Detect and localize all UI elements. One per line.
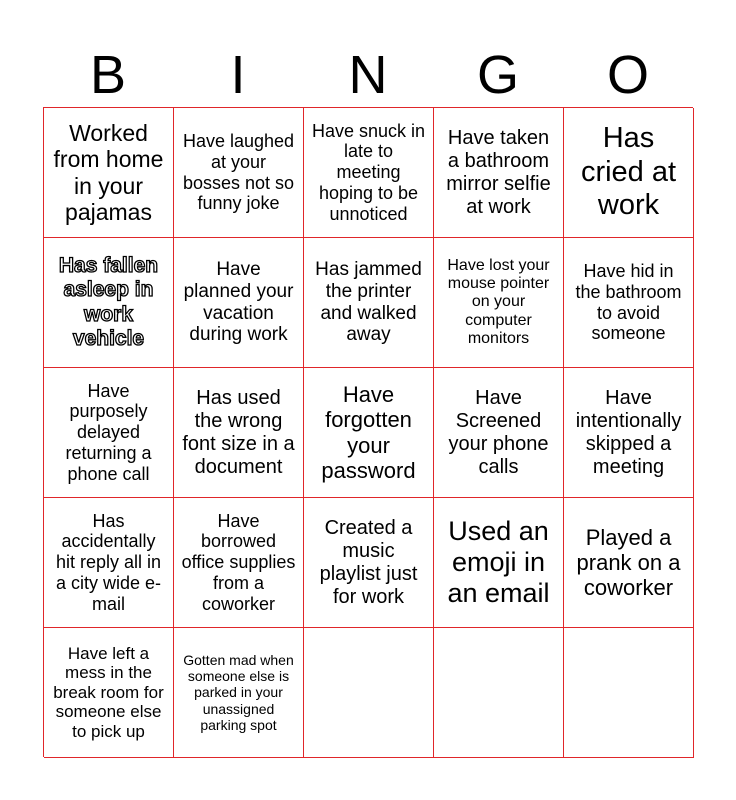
cell-text: Have lost your mouse pointer on your computer monitors bbox=[447, 256, 550, 348]
bingo-cell[interactable] bbox=[44, 238, 174, 368]
bingo-cell[interactable] bbox=[434, 498, 564, 628]
bingo-cell[interactable] bbox=[304, 238, 434, 368]
cell-text: Gotten mad when someone else is parked in your unassigned parking spot bbox=[183, 652, 294, 733]
bingo-cell[interactable] bbox=[174, 238, 304, 368]
bingo-cell[interactable] bbox=[564, 628, 694, 758]
bingo-cell[interactable] bbox=[564, 108, 694, 238]
cell-text: Have taken a bathroom mirror selfie at work bbox=[446, 126, 551, 218]
bingo-cell[interactable] bbox=[434, 628, 564, 758]
cell-text: Have forgotten your password bbox=[321, 381, 416, 483]
bingo-cell[interactable] bbox=[434, 238, 564, 368]
cell-text: Has cried at work bbox=[580, 122, 677, 222]
cell-text: Have borrowed office supplies from a coworker bbox=[181, 510, 296, 614]
cell-text: Has fallen asleep in work vehicle bbox=[58, 254, 159, 350]
bingo-cell[interactable] bbox=[304, 498, 434, 628]
cell-text: Have intentionally skipped a meeting bbox=[575, 386, 682, 478]
cell-text: Has jammed the printer and walked away bbox=[315, 258, 422, 346]
bingo-cell[interactable] bbox=[174, 498, 304, 628]
cell-text: Have purposely delayed returning a phone call bbox=[65, 380, 152, 484]
header-letter-g: G bbox=[476, 45, 519, 105]
cell-text: Used an emoji in an email bbox=[447, 515, 550, 609]
bingo-cell[interactable] bbox=[564, 368, 694, 498]
cell-text: Have hid in the bathroom to avoid someone bbox=[575, 261, 682, 344]
header-letter-n: N bbox=[348, 45, 388, 105]
bingo-cell[interactable] bbox=[304, 108, 434, 238]
cell-text: Played a prank on a coworker bbox=[576, 524, 681, 601]
bingo-cell[interactable] bbox=[174, 108, 304, 238]
bingo-header bbox=[43, 44, 693, 106]
bingo-cell[interactable] bbox=[564, 498, 694, 628]
header-letter-b: B bbox=[89, 45, 127, 105]
bingo-cell[interactable] bbox=[44, 498, 174, 628]
bingo-cell[interactable] bbox=[174, 368, 304, 498]
cell-text: Have snuck in late to meeting hoping to be unnoticed bbox=[311, 120, 426, 224]
header-letter-o: O bbox=[606, 45, 649, 105]
bingo-cell[interactable] bbox=[174, 628, 304, 758]
bingo-cell[interactable] bbox=[304, 368, 434, 498]
bingo-cell[interactable] bbox=[434, 108, 564, 238]
cell-text: Have left a mess in the break room for someone else to pick up bbox=[53, 643, 164, 741]
cell-text: Have laughed at your bosses not so funny joke bbox=[182, 131, 295, 214]
bingo-cell[interactable] bbox=[44, 108, 174, 238]
cell-text: Created a music playlist just for work bbox=[319, 516, 418, 608]
bingo-cell[interactable] bbox=[564, 238, 694, 368]
cell-text: Have planned your vacation during work bbox=[183, 258, 294, 346]
bingo-cell[interactable] bbox=[44, 628, 174, 758]
header-letter-i: I bbox=[230, 45, 246, 105]
bingo-board bbox=[43, 107, 693, 757]
bingo-cell[interactable] bbox=[44, 368, 174, 498]
bingo-cell[interactable] bbox=[434, 368, 564, 498]
cell-text: Has used the wrong font size in a document bbox=[182, 386, 295, 478]
cell-text: Have Screened your phone calls bbox=[448, 386, 549, 478]
cell-text: Worked from home in your pajamas bbox=[53, 119, 164, 225]
cell-text: Has accidentally hit reply all in a city wide e-mail bbox=[55, 510, 162, 614]
bingo-cell[interactable] bbox=[304, 628, 434, 758]
